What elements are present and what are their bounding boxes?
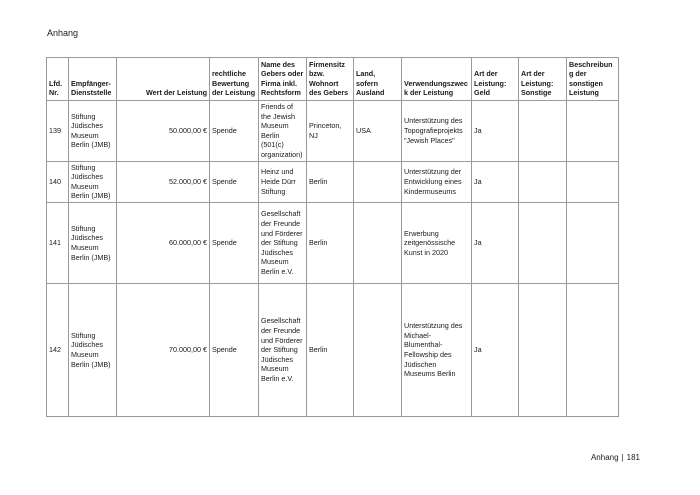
cell-value: 60.000,00 € <box>117 202 210 283</box>
cell-location: Princeton, NJ <box>307 101 354 162</box>
page-number: 181 <box>626 453 640 462</box>
cell-recipient: Stiftung Jüdisches Museum Berlin (JMB) <box>69 283 117 416</box>
cell-location: Berlin <box>307 283 354 416</box>
table-row <box>47 161 619 202</box>
cell-legal: Spende <box>210 101 259 162</box>
cell-location: Berlin <box>307 161 354 202</box>
column-header: Lfd. Nr. <box>47 58 69 101</box>
column-header: rechtliche Bewertung der Leistung <box>210 58 259 101</box>
table-row <box>47 202 619 283</box>
cell-money: Ja <box>472 283 519 416</box>
cell-description <box>567 283 619 416</box>
cell-donor: Gesellschaft der Freunde und Förderer der Stiftung Jüdisches Museum Berlin e.V. <box>259 202 307 283</box>
cell-recipient: Stiftung Jüdisches Museum Berlin (JMB) <box>69 161 117 202</box>
column-header: Land, sofern Ausland <box>354 58 402 101</box>
column-header: Wert der Leistung <box>117 58 210 101</box>
table-header-row <box>47 58 619 101</box>
cell-donor: Heinz und Heide Dürr Stiftung <box>259 161 307 202</box>
cell-value: 70.000,00 € <box>117 283 210 416</box>
table-row <box>47 101 619 162</box>
cell-country <box>354 283 402 416</box>
footer-section: Anhang <box>590 453 619 462</box>
cell-legal: Spende <box>210 283 259 416</box>
cell-value: 50.000,00 € <box>117 101 210 162</box>
column-header: Verwendungszweck der Leistung <box>402 58 472 101</box>
cell-description <box>567 101 619 162</box>
cell-country <box>354 161 402 202</box>
column-header: Art der Leistung: Sonstige <box>519 58 567 101</box>
cell-recipient: Stiftung Jüdisches Museum Berlin (JMB) <box>69 202 117 283</box>
cell-country <box>354 202 402 283</box>
cell-other <box>519 202 567 283</box>
column-header: Beschreibung der sonstigen Leistung <box>567 58 619 101</box>
column-header: Empfänger-Dienststelle <box>69 58 117 101</box>
cell-other <box>519 101 567 162</box>
column-header: Art der Leistung: Geld <box>472 58 519 101</box>
cell-location: Berlin <box>307 202 354 283</box>
cell-other <box>519 161 567 202</box>
footer-separator: | <box>621 453 624 462</box>
cell-other <box>519 283 567 416</box>
cell-value: 52.000,00 € <box>117 161 210 202</box>
cell-legal: Spende <box>210 202 259 283</box>
cell-donor: Gesellschaft der Freunde und Förderer der Stiftung Jüdisches Museum Berlin e.V. <box>259 283 307 416</box>
cell-purpose: Erwerbung zeitgenössische Kunst in 2020 <box>402 202 472 283</box>
cell-purpose: Unterstützung des Topografieprojekts "Jewish Places" <box>402 101 472 162</box>
cell-money: Ja <box>472 202 519 283</box>
cell-donor: Friends of the Jewish Museum Berlin (501(c) organization) <box>259 101 307 162</box>
running-header: Anhang <box>47 28 79 38</box>
column-header: Name des Gebers oder Firma inkl. Rechtsform <box>259 58 307 101</box>
cell-purpose: Unterstützung des Michael-Blumenthal-Fellowship des Jüdischen Museums Berlin <box>402 283 472 416</box>
cell-description <box>567 202 619 283</box>
table-row <box>47 283 619 416</box>
cell-country: USA <box>354 101 402 162</box>
column-header: Firmensitz bzw. Wohnort des Gebers <box>307 58 354 101</box>
page-footer <box>591 453 640 462</box>
cell-description <box>567 161 619 202</box>
cell-nr: 140 <box>47 161 69 202</box>
cell-nr: 139 <box>47 101 69 162</box>
cell-recipient: Stiftung Jüdisches Museum Berlin (JMB) <box>69 101 117 162</box>
cell-legal: Spende <box>210 161 259 202</box>
cell-money: Ja <box>472 161 519 202</box>
cell-money: Ja <box>472 101 519 162</box>
cell-purpose: Unterstützung der Entwicklung eines Kindermuseums <box>402 161 472 202</box>
cell-nr: 141 <box>47 202 69 283</box>
cell-nr: 142 <box>47 283 69 416</box>
donations-table <box>46 57 619 417</box>
